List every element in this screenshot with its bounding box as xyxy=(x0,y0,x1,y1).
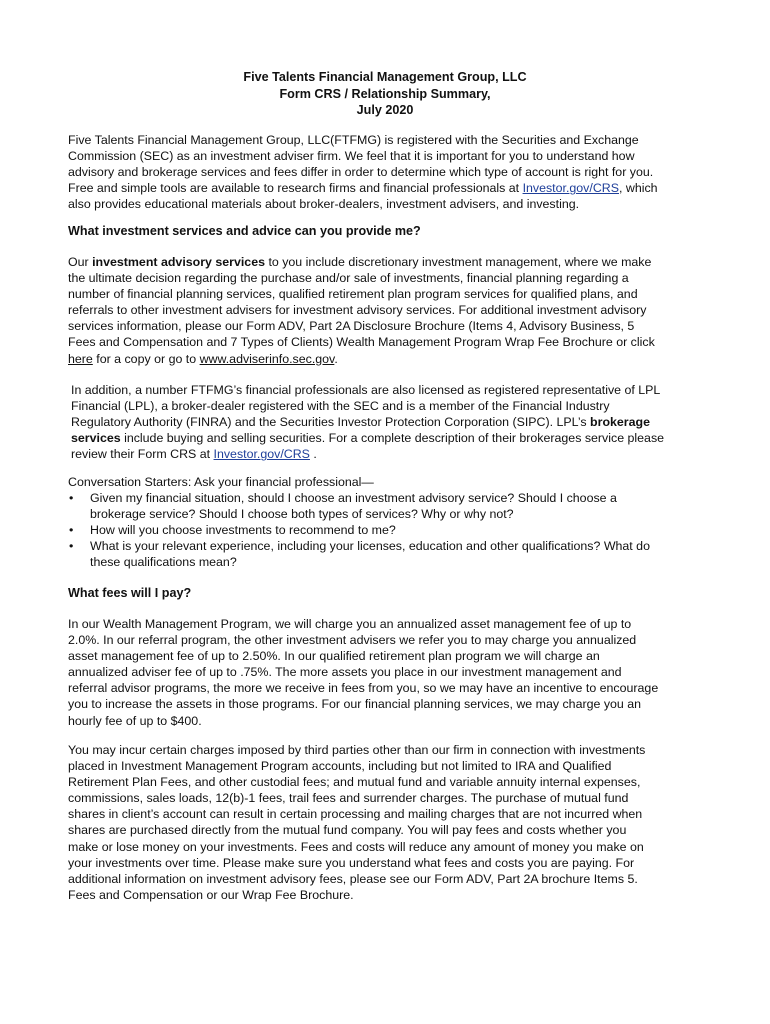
text-segment: your investments over time. Please make sure you understand what fees and costs you are paying. For xyxy=(68,855,635,870)
text-line xyxy=(68,680,658,696)
text-segment: asset management fee of up to 2.50%. In our qualified retirement plan program we will charge an xyxy=(68,649,600,664)
text-line xyxy=(68,318,655,334)
text-segment: advisory and brokerage services and fees differ in order to determine which type of account is right for you. xyxy=(68,165,654,180)
text-segment: Fees and Compensation and 7 Types of Clients) Wealth Management Program Wrap Fee Brochure or click xyxy=(68,335,655,350)
text-line xyxy=(68,334,655,350)
text-segment: shares are purchased directly from the mutual fund company. You will pay fees and costs whether you xyxy=(68,823,627,838)
bullet-icon: • xyxy=(69,523,74,538)
text-line xyxy=(71,430,664,446)
text-line xyxy=(68,806,645,822)
intro-paragraph xyxy=(68,132,658,212)
third-party-fees-paragraph xyxy=(68,742,645,903)
lpl-paragraph xyxy=(71,382,664,462)
text-line xyxy=(68,148,658,164)
text-line xyxy=(68,616,658,632)
link[interactable]: Investor.gov/CRS xyxy=(522,181,619,196)
bold-text: services xyxy=(71,431,121,446)
text-line xyxy=(68,270,655,286)
text-line xyxy=(68,839,645,855)
text-segment: Five Talents Financial Management Group, LLC(FTFMG) is registered with the Securities and Exchange xyxy=(68,133,639,147)
services-paragraph xyxy=(68,254,655,367)
title-line: Form CRS / Relationship Summary, xyxy=(279,86,491,101)
text-line xyxy=(68,855,645,871)
text-line xyxy=(68,302,655,318)
text-segment: review their Form CRS at xyxy=(71,447,214,462)
text-segment: number of financial planning services, qualified retirement plan program services for qualified plans, and xyxy=(68,287,638,302)
text-line xyxy=(68,648,658,664)
text-line xyxy=(68,180,658,196)
text-line xyxy=(68,758,645,774)
bullet-icon: • xyxy=(69,539,74,554)
text-line xyxy=(71,382,664,398)
heading-services: What investment services and advice can you provide me? xyxy=(68,224,421,238)
text-segment: referral advisor programs, the more we receive in fees from you, so we may have an incentive to encourage xyxy=(68,681,659,696)
text-segment: In our Wealth Management Program, we will charge you an annualized asset management fee of up to xyxy=(68,617,632,631)
text-line xyxy=(68,790,645,806)
text-segment: you to increase the assets in those programs. For our financial planning services, we may charge you an xyxy=(68,697,642,712)
text-line xyxy=(68,351,655,367)
bullet-text: these qualifications mean? xyxy=(90,555,237,570)
text-segment: Fees and Compensation or our Wrap Fee Brochure. xyxy=(68,887,354,902)
bullet-icon: • xyxy=(69,491,74,506)
bullet-item xyxy=(68,538,650,570)
link[interactable]: here xyxy=(68,351,93,366)
bullet-item xyxy=(68,522,650,538)
text-line xyxy=(68,822,645,838)
text-line xyxy=(71,398,664,414)
heading-fees: What fees will I pay? xyxy=(68,586,192,600)
text-line xyxy=(68,632,658,648)
title-line: July 2020 xyxy=(356,103,414,117)
bold-text: investment advisory services xyxy=(92,255,265,269)
text-line xyxy=(68,664,658,680)
text-segment: make or lose money on your investments. Fees and costs will reduce any amount of money you make on xyxy=(68,839,644,854)
text-segment: Free and simple tools are available to research firms and financial professionals at xyxy=(68,181,523,196)
link[interactable]: Investor.gov/CRS xyxy=(213,447,310,462)
conversation-intro: Conversation Starters: Ask your financial professional— xyxy=(68,475,374,489)
bullet-text: Given my financial situation, should I choose an investment advisory service? Should I choose a xyxy=(90,491,617,506)
title-line: Five Talents Financial Management Group, LLC xyxy=(243,70,527,84)
text-segment: services information, please our Form ADV, Part 2A Disclosure Brochure (Items 4, Advisory Business, 5 xyxy=(68,319,635,334)
text-segment: include buying and selling securities. For a complete description of their brokerages service please xyxy=(120,431,665,446)
text-line xyxy=(68,254,655,270)
text-line xyxy=(68,871,645,887)
text-segment: Regulatory Authority (FINRA) and the Securities Investor Protection Corporation (SIPC). LPL’s xyxy=(71,415,591,430)
bullet-list xyxy=(68,490,650,570)
text-segment: Retirement Plan Fees, and other custodial fees; and mutual fund and variable annuity internal expenses, xyxy=(68,775,641,790)
text-segment: placed in Investment Management Program accounts, including but not limited to IRA and Qualified xyxy=(68,759,612,774)
text-line xyxy=(68,774,645,790)
link[interactable]: www.adviserinfo.sec.gov xyxy=(199,351,335,366)
text-segment: additional information on investment advisory fees, please see our Form ADV, Part 2A brochure Items 5. xyxy=(68,871,638,886)
text-segment: . xyxy=(334,351,338,366)
bullet-text: What is your relevant experience, including your licenses, education and other qualifications? What do xyxy=(90,539,650,554)
text-line xyxy=(68,164,658,180)
text-segment: Our xyxy=(68,255,93,269)
text-line xyxy=(68,196,658,212)
text-segment: hourly fee of up to $400. xyxy=(68,713,202,728)
text-line xyxy=(68,696,658,712)
text-line xyxy=(71,414,664,430)
fees-paragraph xyxy=(68,616,658,729)
text-segment: . xyxy=(309,447,317,462)
document-title xyxy=(0,69,770,119)
bullet-text: brokerage service? Should I choose both types of services? Why or why not? xyxy=(90,507,514,522)
text-line xyxy=(68,132,658,148)
text-line xyxy=(68,742,645,758)
conversation-starters xyxy=(68,474,650,571)
text-segment: Financial (LPL), a broker-dealer registered with the SEC and is a member of the Financial Industry xyxy=(71,399,610,414)
text-segment: referrals to other investment advisers for investment advisory services. For additional investment advisory xyxy=(68,303,647,318)
text-segment: You may incur certain charges imposed by third parties other than our firm in connection with investments xyxy=(68,743,646,757)
text-segment: Commission (SEC) as an investment adviser firm. We feel that it is important for you to understand how xyxy=(68,149,635,164)
text-segment: shares in client’s account can result in certain processing and mailing charges that are not incurred when xyxy=(68,807,643,822)
bullet-text: How will you choose investments to recommend to me? xyxy=(90,523,396,538)
text-segment: the ultimate decision regarding the purchase and/or sale of investments, financial planning regarding a xyxy=(68,271,629,286)
text-segment: 2.0%. In our referral program, the other investment advisers we refer you to may charge you annualized xyxy=(68,633,637,648)
text-line xyxy=(68,887,645,903)
text-line xyxy=(68,286,655,302)
text-line xyxy=(68,713,658,729)
text-segment: to you include discretionary investment management, where we make xyxy=(265,255,652,269)
text-segment: annualized adviser fee of up to .75%. The more assets you place in our investment management and xyxy=(68,665,622,680)
bullet-item xyxy=(68,490,650,522)
text-segment: , which xyxy=(618,181,658,196)
bold-text: brokerage xyxy=(590,415,650,430)
text-segment: for a copy or go to xyxy=(92,351,200,366)
text-segment: In addition, a number FTFMG’s financial professionals are also licensed as registered representative of LPL xyxy=(71,383,661,397)
text-segment: also provides educational materials about broker-dealers, investment advisers, and investing. xyxy=(68,197,580,212)
text-line xyxy=(71,446,664,462)
text-segment: commissions, sales loads, 12(b)-1 fees, trail fees and surrender charges. The purchase of mutual fund xyxy=(68,791,629,806)
